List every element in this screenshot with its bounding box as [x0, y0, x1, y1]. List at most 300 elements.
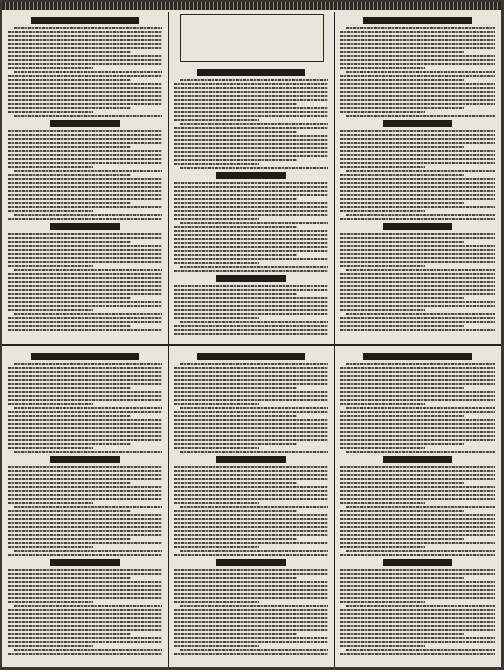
text-line-placeholder	[174, 107, 328, 109]
lower-column-2	[174, 350, 328, 657]
text-line-placeholder	[340, 174, 464, 176]
text-line-placeholder	[180, 79, 328, 81]
subheading-block	[216, 456, 285, 463]
text-line-placeholder	[8, 39, 162, 41]
text-line-placeholder	[174, 395, 328, 397]
text-line-placeholder	[174, 115, 328, 117]
text-line-placeholder	[8, 142, 162, 144]
text-line-placeholder	[340, 617, 495, 619]
text-line-placeholder	[340, 447, 425, 449]
text-line-placeholder	[340, 423, 495, 425]
text-line-placeholder	[340, 321, 495, 323]
text-line-placeholder	[340, 470, 495, 472]
text-line-placeholder	[340, 510, 464, 512]
text-line-placeholder	[340, 383, 495, 385]
text-line-placeholder	[174, 522, 328, 524]
text-line-placeholder	[174, 514, 328, 516]
text-line-placeholder	[8, 498, 162, 500]
text-line-placeholder	[174, 127, 328, 129]
text-line-placeholder	[174, 214, 328, 216]
text-line-placeholder	[174, 617, 328, 619]
text-line-placeholder	[14, 115, 162, 117]
text-line-placeholder	[340, 653, 495, 655]
text-line-placeholder	[346, 269, 495, 271]
text-line-placeholder	[174, 510, 297, 512]
text-line-placeholder	[340, 415, 464, 417]
text-line-placeholder	[174, 139, 328, 141]
text-line-placeholder	[174, 629, 328, 631]
text-line-placeholder	[8, 379, 162, 381]
text-line-placeholder	[174, 262, 259, 264]
headline-block	[31, 353, 139, 360]
text-line-placeholder	[174, 577, 297, 579]
text-line-placeholder	[8, 55, 162, 57]
text-line-placeholder	[8, 134, 162, 136]
text-line-placeholder	[174, 131, 297, 133]
text-line-placeholder	[14, 407, 162, 409]
text-line-placeholder	[174, 585, 328, 587]
text-line-placeholder	[14, 27, 162, 29]
text-line-placeholder	[340, 194, 495, 196]
text-line-placeholder	[180, 123, 328, 125]
text-line-placeholder	[8, 273, 162, 275]
text-line-placeholder	[340, 218, 495, 220]
column-2	[174, 66, 328, 337]
text-line-placeholder	[340, 107, 464, 109]
text-line-placeholder	[8, 367, 162, 369]
headline-block	[31, 17, 139, 24]
text-line-placeholder	[174, 494, 328, 496]
column-3	[340, 14, 495, 333]
text-line-placeholder	[340, 329, 495, 331]
text-line-placeholder	[8, 625, 162, 627]
text-line-placeholder	[340, 403, 425, 405]
text-line-placeholder	[340, 67, 425, 69]
text-line-placeholder	[174, 305, 328, 307]
text-line-placeholder	[174, 147, 328, 149]
text-line-placeholder	[174, 609, 328, 611]
text-line-placeholder	[340, 431, 495, 433]
column-1	[8, 14, 162, 333]
text-line-placeholder	[180, 167, 328, 169]
text-line-placeholder	[174, 554, 328, 556]
text-line-placeholder	[174, 486, 328, 488]
text-line-placeholder	[174, 313, 328, 315]
text-line-placeholder	[174, 289, 328, 291]
text-line-placeholder	[8, 297, 131, 299]
subheading-block	[216, 559, 285, 566]
text-line-placeholder	[174, 399, 328, 401]
text-line-placeholder	[180, 363, 328, 365]
text-line-placeholder	[174, 329, 328, 331]
text-line-placeholder	[8, 285, 162, 287]
text-line-placeholder	[174, 95, 328, 97]
text-line-placeholder	[8, 79, 131, 81]
text-line-placeholder	[8, 526, 162, 528]
text-line-placeholder	[8, 190, 162, 192]
text-line-placeholder	[8, 478, 162, 480]
text-line-placeholder	[8, 103, 162, 105]
text-line-placeholder	[346, 313, 495, 315]
text-line-placeholder	[174, 482, 297, 484]
text-line-placeholder	[340, 530, 495, 532]
text-line-placeholder	[8, 245, 162, 247]
text-line-placeholder	[8, 443, 131, 445]
text-line-placeholder	[346, 71, 495, 73]
text-line-placeholder	[174, 613, 328, 615]
text-line-placeholder	[174, 135, 328, 137]
text-line-placeholder	[8, 150, 162, 152]
text-line-placeholder	[340, 237, 495, 239]
text-line-placeholder	[8, 265, 93, 267]
text-line-placeholder	[340, 585, 495, 587]
text-line-placeholder	[180, 605, 328, 607]
text-line-placeholder	[340, 162, 495, 164]
text-line-placeholder	[174, 470, 328, 472]
text-line-placeholder	[340, 178, 495, 180]
text-line-placeholder	[174, 182, 328, 184]
text-line-placeholder	[174, 87, 328, 89]
text-line-placeholder	[340, 95, 495, 97]
text-line-placeholder	[14, 363, 162, 365]
text-line-placeholder	[8, 182, 162, 184]
text-line-placeholder	[8, 146, 131, 148]
lower-column-1	[8, 350, 162, 657]
text-line-placeholder	[8, 538, 131, 540]
text-line-placeholder	[8, 617, 162, 619]
text-line-placeholder	[174, 151, 328, 153]
text-line-placeholder	[340, 233, 495, 235]
text-line-placeholder	[8, 162, 162, 164]
text-line-placeholder	[340, 111, 425, 113]
text-line-placeholder	[8, 399, 162, 401]
text-line-placeholder	[14, 451, 162, 453]
text-line-placeholder	[340, 51, 464, 53]
text-line-placeholder	[8, 510, 131, 512]
text-line-placeholder	[8, 111, 93, 113]
text-line-placeholder	[174, 99, 328, 101]
text-line-placeholder	[8, 387, 131, 389]
text-line-placeholder	[340, 629, 495, 631]
text-line-placeholder	[340, 399, 495, 401]
text-line-placeholder	[340, 257, 495, 259]
text-line-placeholder	[340, 91, 495, 93]
subheading-block	[383, 559, 453, 566]
text-line-placeholder	[340, 245, 495, 247]
text-line-placeholder	[174, 297, 328, 299]
text-line-placeholder	[8, 241, 131, 243]
text-line-placeholder	[180, 321, 328, 323]
text-line-placeholder	[8, 593, 162, 595]
text-line-placeholder	[8, 59, 162, 61]
text-line-placeholder	[8, 569, 162, 571]
text-line-placeholder	[8, 130, 162, 132]
subheading-block	[50, 120, 119, 127]
subheading-block	[50, 223, 119, 230]
text-line-placeholder	[174, 163, 259, 165]
text-line-placeholder	[174, 202, 328, 204]
text-line-placeholder	[8, 237, 162, 239]
text-line-placeholder	[8, 257, 162, 259]
text-line-placeholder	[174, 285, 328, 287]
text-line-placeholder	[340, 138, 495, 140]
text-line-placeholder	[340, 641, 495, 643]
text-line-placeholder	[8, 99, 162, 101]
text-line-placeholder	[14, 313, 162, 315]
text-line-placeholder	[174, 194, 328, 196]
text-line-placeholder	[174, 119, 259, 121]
text-line-placeholder	[340, 546, 425, 548]
text-line-placeholder	[8, 482, 131, 484]
text-line-placeholder	[8, 91, 162, 93]
text-line-placeholder	[14, 550, 162, 552]
text-line-placeholder	[340, 289, 495, 291]
subheading-block	[216, 275, 285, 282]
text-line-placeholder	[174, 415, 297, 417]
text-line-placeholder	[174, 230, 328, 232]
text-line-placeholder	[8, 138, 162, 140]
text-line-placeholder	[8, 621, 162, 623]
text-line-placeholder	[174, 641, 328, 643]
text-line-placeholder	[174, 431, 328, 433]
subheading-block	[383, 223, 453, 230]
text-line-placeholder	[340, 35, 495, 37]
text-line-placeholder	[174, 218, 259, 220]
text-line-placeholder	[174, 526, 328, 528]
text-line-placeholder	[174, 474, 328, 476]
text-line-placeholder	[8, 325, 131, 327]
headline-block	[363, 17, 472, 24]
text-line-placeholder	[340, 75, 495, 77]
text-line-placeholder	[14, 170, 162, 172]
text-line-placeholder	[8, 35, 162, 37]
text-line-placeholder	[340, 593, 495, 595]
text-line-placeholder	[8, 158, 162, 160]
text-line-placeholder	[340, 379, 495, 381]
text-line-placeholder	[340, 146, 464, 148]
text-line-placeholder	[14, 214, 162, 216]
text-line-placeholder	[174, 419, 328, 421]
text-line-placeholder	[8, 31, 162, 33]
text-line-placeholder	[180, 451, 328, 453]
masthead-strip	[2, 2, 501, 10]
column-rule-right	[334, 12, 335, 667]
text-line-placeholder	[8, 253, 162, 255]
text-line-placeholder	[340, 103, 495, 105]
text-line-placeholder	[174, 143, 328, 145]
text-line-placeholder	[340, 589, 495, 591]
subheading-block	[216, 172, 285, 179]
text-line-placeholder	[340, 645, 425, 647]
text-line-placeholder	[174, 530, 328, 532]
text-line-placeholder	[174, 653, 328, 655]
text-line-placeholder	[174, 250, 328, 252]
text-line-placeholder	[340, 498, 495, 500]
text-line-placeholder	[340, 637, 495, 639]
text-line-placeholder	[346, 27, 495, 29]
text-line-placeholder	[346, 214, 495, 216]
newspaper-page	[2, 2, 501, 667]
text-line-placeholder	[340, 253, 495, 255]
text-line-placeholder	[8, 375, 162, 377]
text-line-placeholder	[340, 63, 495, 65]
text-line-placeholder	[340, 130, 495, 132]
text-line-placeholder	[340, 466, 495, 468]
text-line-placeholder	[340, 367, 495, 369]
text-line-placeholder	[174, 518, 328, 520]
text-line-placeholder	[8, 518, 162, 520]
text-line-placeholder	[340, 502, 425, 504]
subheading-block	[383, 456, 453, 463]
text-line-placeholder	[340, 265, 425, 267]
text-line-placeholder	[174, 246, 328, 248]
text-line-placeholder	[8, 301, 162, 303]
text-line-placeholder	[340, 581, 495, 583]
text-line-placeholder	[174, 238, 328, 240]
text-line-placeholder	[174, 423, 328, 425]
subheading-block	[383, 120, 453, 127]
text-line-placeholder	[174, 206, 328, 208]
text-line-placeholder	[174, 186, 328, 188]
text-line-placeholder	[8, 490, 162, 492]
text-line-placeholder	[8, 154, 162, 156]
subheading-block	[50, 456, 119, 463]
text-line-placeholder	[8, 87, 162, 89]
text-line-placeholder	[8, 534, 162, 536]
text-line-placeholder	[174, 593, 328, 595]
text-line-placeholder	[340, 597, 495, 599]
text-line-placeholder	[340, 490, 495, 492]
text-line-placeholder	[174, 546, 259, 548]
text-line-placeholder	[8, 542, 162, 544]
text-line-placeholder	[340, 391, 495, 393]
text-line-placeholder	[174, 601, 259, 603]
text-line-placeholder	[340, 261, 495, 263]
text-line-placeholder	[346, 605, 495, 607]
text-line-placeholder	[340, 309, 425, 311]
text-line-placeholder	[174, 254, 297, 256]
text-line-placeholder	[340, 43, 495, 45]
text-line-placeholder	[340, 534, 495, 536]
text-line-placeholder	[180, 649, 328, 651]
text-line-placeholder	[8, 202, 131, 204]
text-line-placeholder	[8, 329, 162, 331]
text-line-placeholder	[174, 435, 328, 437]
text-line-placeholder	[8, 435, 162, 437]
text-line-placeholder	[8, 289, 162, 291]
text-line-placeholder	[340, 518, 495, 520]
text-line-placeholder	[8, 447, 93, 449]
text-line-placeholder	[8, 206, 162, 208]
text-line-placeholder	[8, 411, 162, 413]
text-line-placeholder	[174, 502, 259, 504]
text-line-placeholder	[8, 383, 162, 385]
text-line-placeholder	[340, 79, 464, 81]
column-rule-left	[168, 12, 169, 667]
text-line-placeholder	[340, 301, 495, 303]
subheading-block	[50, 559, 119, 566]
text-line-placeholder	[8, 546, 93, 548]
text-line-placeholder	[174, 439, 328, 441]
text-line-placeholder	[174, 309, 328, 311]
text-line-placeholder	[8, 514, 162, 516]
text-line-placeholder	[174, 447, 259, 449]
text-line-placeholder	[340, 210, 425, 212]
headline-block	[197, 69, 305, 76]
text-line-placeholder	[340, 609, 495, 611]
text-line-placeholder	[8, 47, 162, 49]
text-line-placeholder	[174, 573, 328, 575]
text-line-placeholder	[340, 538, 464, 540]
text-line-placeholder	[8, 194, 162, 196]
text-line-placeholder	[8, 210, 93, 212]
text-line-placeholder	[340, 435, 495, 437]
text-line-placeholder	[8, 530, 162, 532]
text-line-placeholder	[174, 226, 297, 228]
text-line-placeholder	[340, 411, 495, 413]
text-line-placeholder	[340, 202, 464, 204]
text-line-placeholder	[8, 494, 162, 496]
text-line-placeholder	[8, 391, 162, 393]
text-line-placeholder	[174, 538, 297, 540]
text-line-placeholder	[340, 371, 495, 373]
text-line-placeholder	[8, 249, 162, 251]
text-line-placeholder	[174, 589, 328, 591]
text-line-placeholder	[8, 166, 93, 168]
text-line-placeholder	[340, 59, 495, 61]
text-line-placeholder	[340, 439, 495, 441]
text-line-placeholder	[8, 293, 162, 295]
text-line-placeholder	[8, 645, 93, 647]
text-line-placeholder	[340, 198, 495, 200]
text-line-placeholder	[174, 91, 328, 93]
text-line-placeholder	[8, 589, 162, 591]
text-line-placeholder	[174, 637, 328, 639]
text-line-placeholder	[174, 190, 328, 192]
text-line-placeholder	[8, 470, 162, 472]
text-line-placeholder	[340, 190, 495, 192]
text-line-placeholder	[340, 273, 495, 275]
text-line-placeholder	[340, 47, 495, 49]
text-line-placeholder	[8, 277, 162, 279]
text-line-placeholder	[8, 95, 162, 97]
text-line-placeholder	[346, 170, 495, 172]
text-line-placeholder	[174, 383, 328, 385]
text-line-placeholder	[174, 155, 328, 157]
text-line-placeholder	[340, 482, 464, 484]
text-line-placeholder	[340, 633, 464, 635]
text-line-placeholder	[340, 142, 495, 144]
text-line-placeholder	[174, 270, 328, 272]
text-line-placeholder	[8, 427, 162, 429]
text-line-placeholder	[14, 506, 162, 508]
text-line-placeholder	[340, 182, 495, 184]
text-line-placeholder	[340, 621, 495, 623]
text-line-placeholder	[340, 601, 425, 603]
headline-block	[363, 353, 472, 360]
text-line-placeholder	[8, 67, 93, 69]
text-line-placeholder	[174, 633, 297, 635]
text-line-placeholder	[174, 411, 328, 413]
text-line-placeholder	[346, 407, 495, 409]
text-line-placeholder	[174, 645, 259, 647]
text-line-placeholder	[180, 550, 328, 552]
text-line-placeholder	[8, 415, 131, 417]
text-line-placeholder	[174, 387, 297, 389]
text-line-placeholder	[8, 637, 162, 639]
text-line-placeholder	[174, 159, 297, 161]
text-line-placeholder	[340, 158, 495, 160]
